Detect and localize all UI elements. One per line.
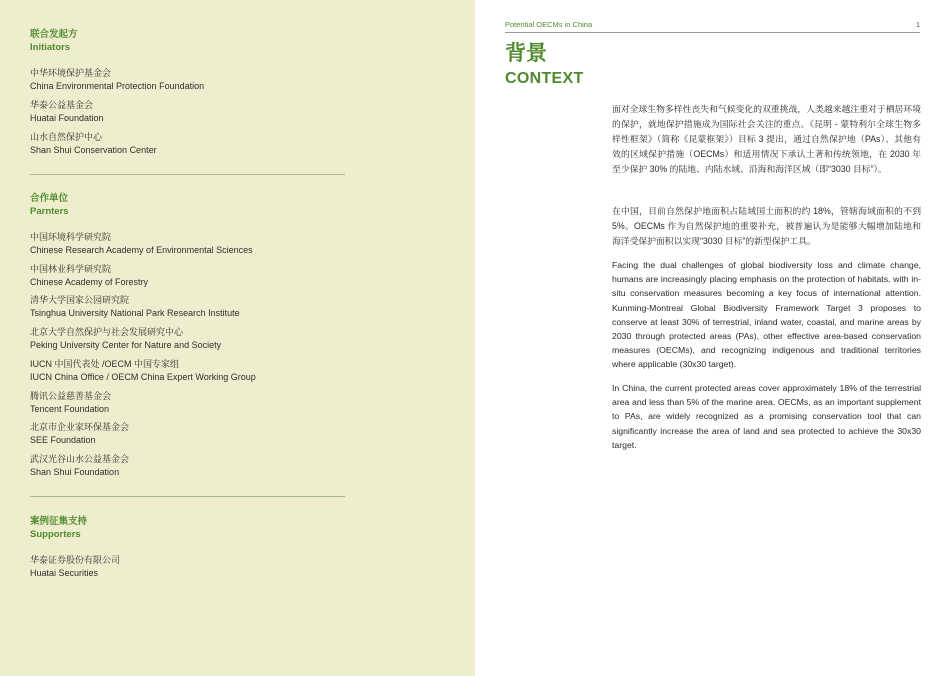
org-name-zh: 北京大学自然保护与社会发展研究中心 [30, 327, 184, 337]
section-divider [30, 174, 345, 175]
org-name-zh: 腾讯公益慈善基金会 [30, 391, 112, 401]
partners-heading [30, 192, 69, 218]
list-item [30, 390, 111, 416]
list-item [30, 326, 221, 352]
org-name-zh: 中华环境保护基金会 [30, 68, 112, 78]
org-name-en: Huatai Foundation [30, 113, 104, 123]
list-item [30, 294, 240, 320]
org-name-en: Shan Shui Foundation [30, 467, 120, 477]
list-item [30, 453, 129, 479]
running-header [505, 20, 920, 33]
body-paragraph-zh-1: 面对全球生物多样性丧失和气候变化的双重挑战，人类越来越注重对于栖居环境的保护，就地保护措施成为国际社会关注的重点。《昆明 - 蒙特利尔全球生物多样性框架》（简称《昆蒙框架》）目标 3 提出，通过自然保护地（PAs）、其他有效的区域保护措施（OECMs）和适用情况下承认土著和传统领地，在 2030 年至少保护 30% 的陆地、内陆水域、沿海和海洋区域（即“3030 目标”）。 [612, 104, 921, 175]
right-page [475, 0, 950, 676]
org-name-zh: 山水自然保护中心 [30, 132, 103, 142]
partners-heading-en: Parnters [30, 206, 69, 217]
supporters-heading-en: Supporters [30, 529, 81, 540]
org-name-zh: 华泰公益基金会 [30, 100, 94, 110]
org-name-zh: 中国环境科学研究院 [30, 232, 112, 242]
page-number: 1 [915, 20, 920, 29]
org-name-zh: 中国林业科学研究院 [30, 264, 112, 274]
supporters-heading-zh: 案例征集支持 [30, 516, 88, 527]
initiators-heading-zh: 联合发起方 [30, 29, 78, 40]
org-name-zh: 清华大学国家公园研究院 [30, 295, 130, 305]
org-name-en: IUCN China Office / OECM China Expert Working Group [30, 372, 256, 382]
body-paragraph-en-1: Facing the dual challenges of global biodiversity loss and climate change, humans are increasingly placing emphasis on the protection of habitats, with in-situ conservation measures becoming a key focus of international attention. Kunming-Montreal Global Biodiversity Framework Target 3 proposes to conserve at least 30% of terrestrial, inland water, coastal, and marine areas by 2030 through protected areas (PAs), other effective area-based conservation measures (OECMs), and recognizing indigenous and traditional territories where applicable (30x30 target). [612, 260, 921, 370]
org-name-en: China Environmental Protection Foundation [30, 81, 205, 91]
org-name-en: Shan Shui Conservation Center [30, 145, 157, 155]
list-item [30, 99, 104, 125]
org-name-en: Huatai Securities [30, 568, 99, 578]
org-name-en: Chinese Academy of Forestry [30, 277, 149, 287]
org-name-zh: 北京市企业家环保基金会 [30, 422, 130, 432]
running-title: Potential OECMs in China [505, 20, 593, 29]
list-item [30, 554, 120, 580]
supporters-heading [30, 515, 87, 541]
body-paragraph-en-2: In China, the current protected areas cover approximately 18% of the terrestrial area and less than 5% of the marine area. OECMs, as an important supplement to PAs, are widely recognized as a promising conservation tool that can significantly increase the area of land and sea protected to achieve the 30x30 target. [612, 383, 921, 450]
org-name-zh: 华泰证券股份有限公司 [30, 555, 121, 565]
list-item [30, 131, 157, 157]
org-name-en: Tsinghua University National Park Research Institute [30, 308, 240, 318]
org-name-zh: IUCN 中国代表处 /OECM 中国专家组 [30, 359, 180, 369]
section-divider [30, 496, 345, 497]
initiators-heading-en: Initiators [30, 42, 71, 53]
page-title-zh: 背景 [505, 42, 547, 65]
body-paragraph-zh-2: 在中国，目前自然保护地面积占陆域国土面积的约 18%，管辖海域面积的不到 5%。OECMs 作为自然保护地的重要补充，被普遍认为是能够大幅增加陆地和海洋受保护面积以实现“3030 目标”的新型保护工具。 [612, 206, 921, 247]
list-item [30, 263, 148, 289]
org-name-en: Tencent Foundation [30, 404, 110, 414]
org-name-zh: 武汉光谷山水公益基金会 [30, 454, 130, 464]
org-name-en: Peking University Center for Nature and Society [30, 340, 222, 350]
list-item [30, 231, 253, 257]
list-item [30, 358, 256, 384]
page-title-en: CONTEXT [505, 70, 584, 87]
list-item [30, 421, 129, 447]
org-name-en: Chinese Research Academy of Environmental Sciences [30, 245, 253, 255]
partners-heading-zh: 合作单位 [30, 193, 69, 204]
org-name-en: SEE Foundation [30, 435, 96, 445]
list-item [30, 67, 204, 93]
initiators-heading [30, 28, 78, 54]
